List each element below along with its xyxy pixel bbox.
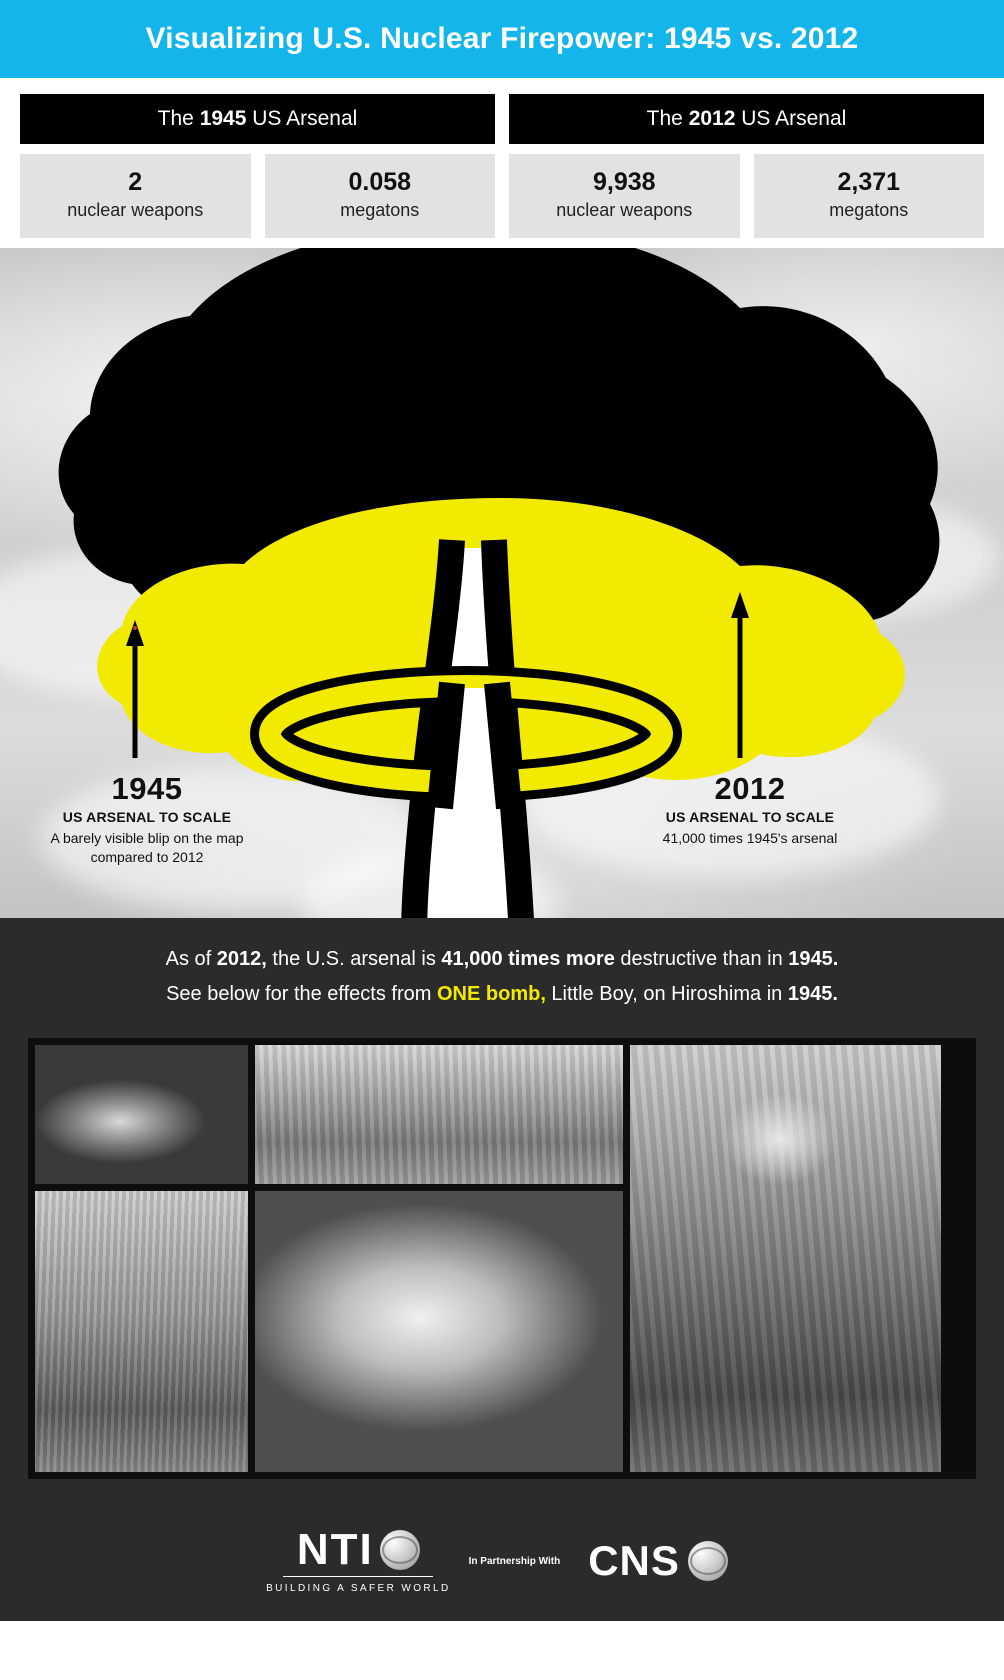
stat-box-2012-megatons <box>754 154 985 238</box>
cns-logo <box>578 1534 738 1588</box>
stat-box-1945-megatons <box>265 154 496 238</box>
stat-value: 2 <box>128 168 143 196</box>
arsenal-title-1945 <box>20 94 495 144</box>
title-suffix-2012: US Arsenal <box>735 107 847 130</box>
statement-text: As of <box>165 948 217 971</box>
stat-label: megatons <box>340 199 420 220</box>
globe-icon <box>380 1530 420 1570</box>
genbaku-dome-photo <box>630 1045 941 1472</box>
statement-line-1 <box>40 944 964 975</box>
nti-logo <box>266 1525 451 1595</box>
arsenal-column-1945 <box>20 94 495 238</box>
callout-2012 <box>625 773 875 848</box>
statement-year-1945-2: 1945. <box>787 983 838 1006</box>
stat-row-2012 <box>509 154 984 238</box>
statement-one-bomb: ONE bomb, <box>436 983 546 1006</box>
mushroom-cloud-diagram <box>0 248 1004 918</box>
nti-tagline: BUILDING A SAFER WORLD <box>266 1583 451 1595</box>
title-year-1945: 1945 <box>199 107 247 130</box>
stat-label: megatons <box>829 199 909 220</box>
page-header <box>0 0 1004 78</box>
statement-text: See below for the effects from <box>166 983 437 1006</box>
title-prefix-1945: The <box>157 107 200 130</box>
stat-value: 0.058 <box>348 168 412 196</box>
photo-image <box>255 1191 623 1472</box>
photo-image <box>630 1045 941 1472</box>
photo-collage <box>28 1038 976 1479</box>
stat-value: 9,938 <box>592 168 656 196</box>
photo-collage-section <box>0 1028 1004 1501</box>
stat-row-1945 <box>20 154 495 238</box>
nti-divider <box>283 1576 433 1577</box>
statement-line-2 <box>40 979 964 1010</box>
arsenal-title-2012 <box>509 94 984 144</box>
globe-icon <box>688 1541 728 1581</box>
stat-label: nuclear weapons <box>556 199 693 220</box>
callout-subtitle: US ARSENAL TO SCALE <box>665 809 835 826</box>
stat-box-2012-weapons <box>509 154 740 238</box>
statement-year-2012: 2012, <box>216 948 267 971</box>
footer-logos <box>0 1501 1004 1621</box>
hiroshima-cityscape-photo <box>255 1045 623 1184</box>
photo-image <box>255 1045 623 1184</box>
callout-1945 <box>22 773 272 867</box>
burn-victim-photo <box>255 1191 623 1472</box>
cns-text: CNS <box>588 1537 680 1585</box>
title-prefix-2012: The <box>646 107 689 130</box>
statement-year-1945: 1945. <box>788 948 839 971</box>
partnership-label: In Partnership With <box>468 1555 561 1567</box>
stat-value: 2,371 <box>837 168 901 196</box>
callout-year: 1945 <box>111 771 183 807</box>
arsenal-stats <box>0 78 1004 238</box>
arsenal-column-2012 <box>509 94 984 238</box>
nti-text: NTI <box>296 1525 374 1575</box>
statement-text: the U.S. arsenal is <box>266 948 442 971</box>
nti-wordmark <box>296 1525 420 1575</box>
hiroshima-rubble-photo <box>35 1191 248 1472</box>
statement-text: destructive than in <box>614 948 789 971</box>
statement-multiplier: 41,000 times more <box>441 948 615 971</box>
callout-description: A barely visible blip on the map compared to 2012 <box>50 830 244 866</box>
stat-box-1945-weapons <box>20 154 251 238</box>
little-boy-bomb-photo <box>35 1045 248 1184</box>
photo-image <box>35 1045 248 1184</box>
callout-subtitle: US ARSENAL TO SCALE <box>62 809 232 826</box>
stat-label: nuclear weapons <box>67 199 204 220</box>
statement-text: Little Boy, on Hiroshima in <box>545 983 788 1006</box>
title-year-2012: 2012 <box>688 107 736 130</box>
callout-year: 2012 <box>714 771 786 807</box>
callout-description: 41,000 times 1945's arsenal <box>662 830 838 847</box>
statement-band <box>0 918 1004 1028</box>
page-title: Visualizing U.S. Nuclear Firepower: 1945 vs. 2012 <box>145 22 859 55</box>
title-suffix-1945: US Arsenal <box>246 107 358 130</box>
photo-image <box>35 1191 248 1472</box>
